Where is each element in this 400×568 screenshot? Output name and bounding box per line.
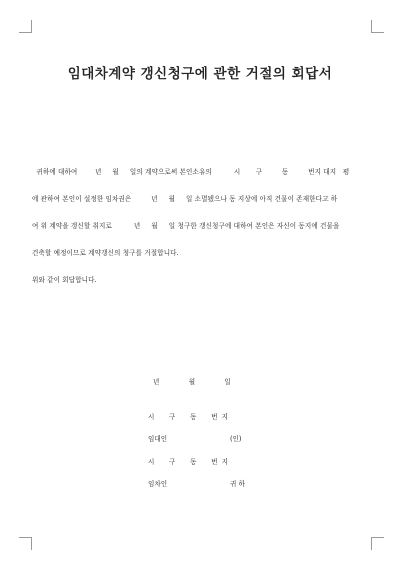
lessee-address: 시 구 동 번 지	[148, 458, 229, 466]
signature-date: 년 월 일	[153, 378, 231, 386]
lessor-line: 임대인 (인)	[148, 435, 242, 443]
crop-mark-top-right	[371, 20, 384, 33]
crop-mark-bottom-right	[371, 537, 384, 550]
lessee-line: 임차인 귀 하	[148, 480, 245, 488]
body-line: 여 위 계약을 갱신할 취지로 년 월 일 청구한 갱신청구에 대하여 본인은 자신이 동지에 건물을	[32, 222, 340, 230]
lessor-address: 시 구 동 번 지	[148, 413, 229, 421]
document-title: 임대차계약 갱신청구에 관한 거절의 회답서	[67, 66, 333, 82]
crop-mark-top-left	[19, 20, 32, 33]
crop-mark-bottom-left	[19, 537, 32, 550]
body-line: 건축할 예정이므로 계약갱신의 청구를 거절합니다.	[32, 249, 179, 257]
body-line: 에 관하여 본인이 설정한 임차권은 년 월 일 소멸됐으나 동 지상에 아직 건물이 존재한다고 하	[32, 195, 338, 203]
body-line: 위와 같이 회답합니다.	[32, 276, 97, 284]
body-line: 귀하에 대하여 년 월 일의 계약으로써 본인소유의 시 구 동 번지 대지 평	[32, 168, 350, 176]
